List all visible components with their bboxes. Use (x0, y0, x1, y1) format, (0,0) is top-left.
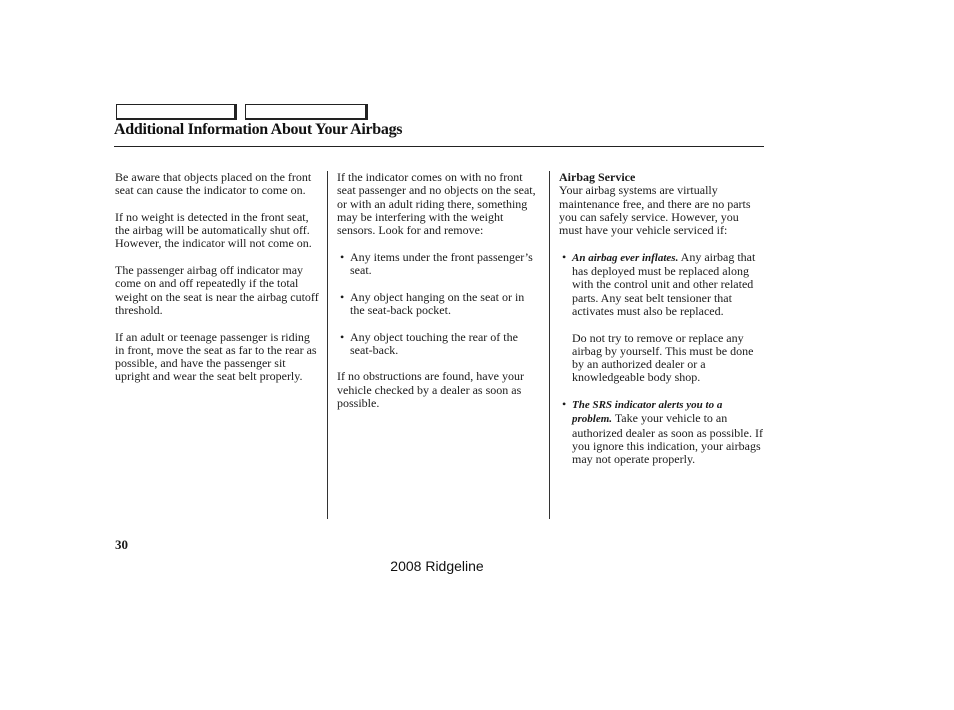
title-divider (114, 146, 764, 147)
column-2 (337, 171, 541, 424)
list-item (559, 398, 765, 466)
column-1 (115, 171, 319, 397)
bullet-icon: • (340, 289, 345, 304)
list-item (337, 291, 541, 318)
paragraph: Do not try to remove or replace any airbag by yourself. This must be done by an authorized dealer or a knowledgeable body shop. (572, 330, 754, 385)
list-item-text: Take your vehicle to an authorized dealer as soon as possible. If you ignore this indication, your airbags may not operate properly. (572, 411, 763, 467)
footer-model: 2008 Ridgeline (390, 558, 484, 574)
nav-tab-2[interactable] (245, 104, 368, 120)
list-item-text: Any object hanging on the seat or in the seat-back pocket. (350, 289, 525, 317)
page-title: Additional Information About Your Airbags (114, 121, 403, 138)
column-3 (559, 171, 765, 480)
list-item-text: Any items under the front passenger’s seat. (350, 249, 533, 278)
bullet-icon: • (340, 249, 345, 264)
column-divider (549, 171, 550, 519)
page-number: 30 (115, 537, 128, 552)
paragraph: The passenger airbag off indicator may come on and off repeatedly if the total weight on the seat is near the airbag cutoff threshold. (115, 263, 319, 317)
list-item-lead: The SRS indicator alerts you to a problem. (572, 399, 723, 426)
list-item (559, 251, 765, 318)
paragraph: If the indicator comes on with no front seat passenger and no objects on the seat, or with an adult riding there, something may be interfering with the weight sensors. Look for and remove: (337, 170, 536, 238)
paragraph: Be aware that objects placed on the front seat can cause the indicator to come on. (115, 170, 312, 198)
paragraph: If no obstructions are found, have your vehicle checked by a dealer as soon as possible. (337, 369, 524, 411)
list-item (337, 331, 541, 358)
bullet-icon: • (340, 329, 345, 344)
column-divider (327, 171, 328, 519)
paragraph: Your airbag systems are virtually maintenance free, and there are no parts you can safely service. However, you must have your vehicle serviced if: (559, 183, 751, 238)
paragraph: If no weight is detected in the front seat, the airbag will be automatically shut off. However, the indicator will not come on. (115, 209, 312, 251)
section-heading: Airbag Service (559, 170, 636, 184)
list-item-text: Any airbag that has deployed must be replaced along with the control unit and other related parts. Any seat belt tensioner that activates must also be replaced. (572, 249, 756, 318)
paragraph: If an adult or teenage passenger is riding in front, move the seat as far to the rear as possible, and have the passenger sit upright and wear the seat belt properly. (115, 329, 317, 384)
list-item (337, 251, 541, 278)
list-item-lead: An airbag ever inflates. (572, 251, 679, 264)
nav-tab-1[interactable] (116, 104, 237, 120)
bullet-icon: • (562, 397, 567, 412)
bullet-icon: • (562, 249, 567, 264)
list-item-text: Any object touching the rear of the seat-back. (350, 329, 518, 357)
